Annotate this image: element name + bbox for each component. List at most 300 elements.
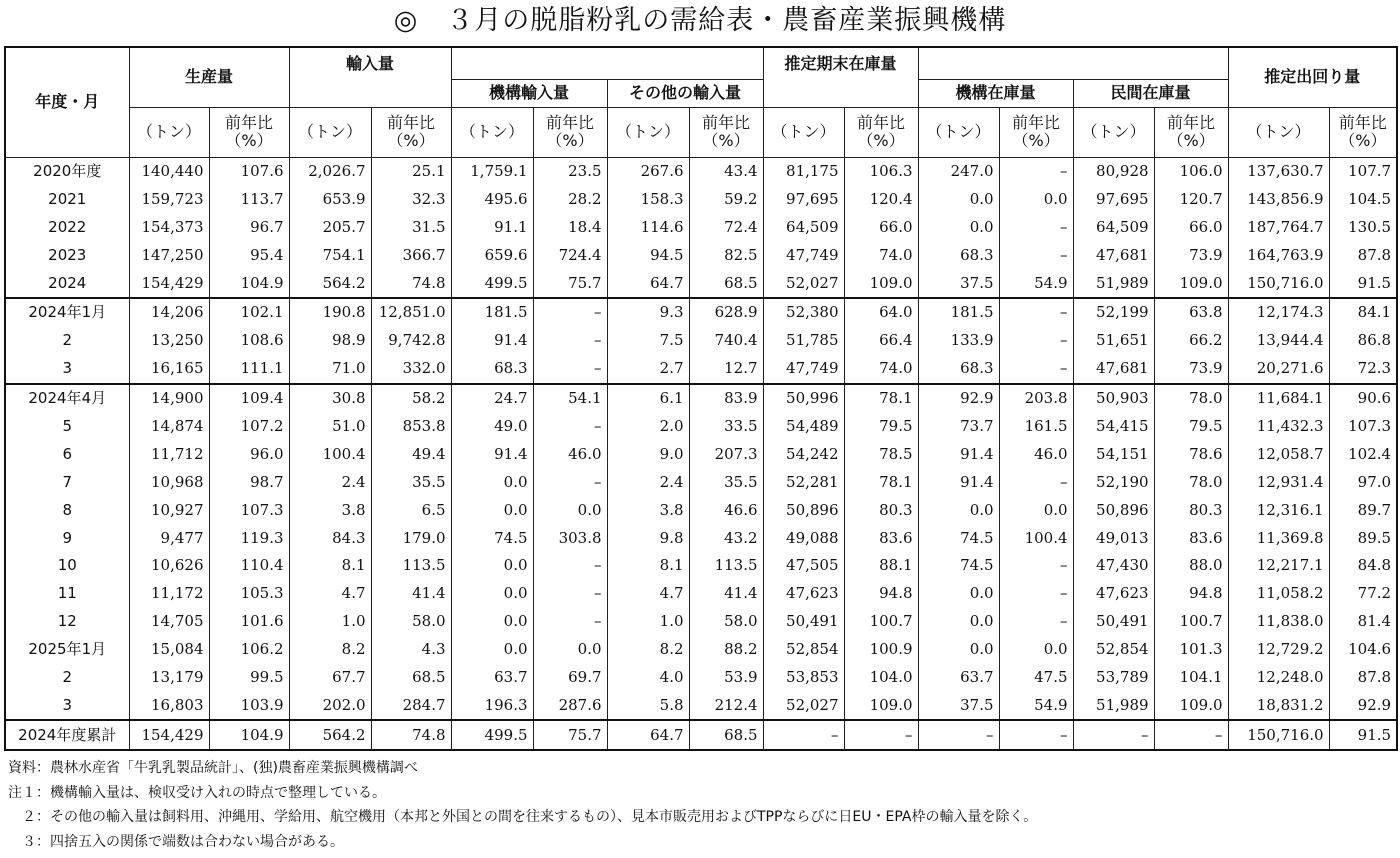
table-cell: 75.7 — [533, 269, 607, 298]
table-cell: 0.0 — [451, 496, 533, 524]
table-cell: 79.5 — [844, 413, 918, 441]
table-cell: 94.8 — [1154, 580, 1228, 608]
table-cell: 78.1 — [844, 384, 918, 413]
table-cell: – — [999, 355, 1073, 384]
table-cell: 89.7 — [1329, 496, 1397, 524]
table-cell: 107.3 — [1329, 413, 1397, 441]
table-cell: 205.7 — [289, 213, 371, 241]
table-cell: 43.4 — [689, 157, 763, 185]
unit-yoy-line2: （%） — [857, 131, 905, 150]
table-cell: 52,281 — [763, 468, 844, 496]
table-cell: 0.0 — [533, 636, 607, 664]
table-cell: 104.5 — [1329, 185, 1397, 213]
row-label: 2022 — [5, 213, 129, 241]
table-cell: 67.7 — [289, 664, 371, 692]
table-cell: 104.6 — [1329, 636, 1397, 664]
table-cell: 78.1 — [844, 468, 918, 496]
unit-yoy-line2: （%） — [1339, 131, 1387, 150]
table-cell: 91.1 — [451, 213, 533, 241]
table-cell: 9,742.8 — [371, 327, 451, 355]
table-row — [5, 552, 1397, 580]
table-cell: 35.5 — [371, 468, 451, 496]
table-cell: 140,440 — [129, 157, 209, 185]
table-cell: 74.0 — [844, 241, 918, 269]
table-cell: 207.3 — [689, 440, 763, 468]
table-cell: 13,944.4 — [1228, 327, 1329, 355]
table-cell: 64.0 — [844, 298, 918, 327]
row-label: 6 — [5, 440, 129, 468]
row-label: 2 — [5, 664, 129, 692]
table-cell: 154,429 — [129, 720, 209, 750]
row-label: 2024年度累計 — [5, 720, 129, 750]
table-cell: – — [1073, 720, 1154, 750]
table-cell: 83.6 — [844, 524, 918, 552]
table-cell: 499.5 — [451, 269, 533, 298]
table-cell: 52,027 — [763, 269, 844, 298]
table-cell: 120.4 — [844, 185, 918, 213]
row-label: 3 — [5, 355, 129, 384]
table-cell: 99.5 — [209, 664, 289, 692]
table-cell: – — [999, 552, 1073, 580]
table-cell: 106.3 — [844, 157, 918, 185]
table-cell: 35.5 — [689, 468, 763, 496]
table-cell: 103.9 — [209, 691, 289, 720]
table-cell: 53,853 — [763, 664, 844, 692]
table-cell: 181.5 — [451, 298, 533, 327]
table-cell: 92.9 — [1329, 691, 1397, 720]
table-cell: 2.4 — [607, 468, 689, 496]
table-cell: 11,369.8 — [1228, 524, 1329, 552]
row-label: 2025年1月 — [5, 636, 129, 664]
table-cell: 653.9 — [289, 185, 371, 213]
unit-yoy-header — [533, 107, 607, 157]
table-row — [5, 496, 1397, 524]
table-cell: 2.0 — [607, 413, 689, 441]
table-cell: 10,927 — [129, 496, 209, 524]
table-cell: 53,789 — [1073, 664, 1154, 692]
table-cell: – — [533, 552, 607, 580]
table-cell: 92.9 — [918, 384, 999, 413]
table-cell: 9.8 — [607, 524, 689, 552]
note-3: ３：四捨五入の関係で端数は合わない場合がある。 — [8, 833, 344, 850]
table-row — [5, 213, 1397, 241]
table-cell: 47,505 — [763, 552, 844, 580]
table-cell: 78.6 — [1154, 440, 1228, 468]
table-row — [5, 580, 1397, 608]
table-cell: – — [1154, 720, 1228, 750]
table-cell: 87.8 — [1329, 664, 1397, 692]
table-cell: 5.8 — [607, 691, 689, 720]
table-cell: 96.7 — [209, 213, 289, 241]
unit-yoy-header — [1154, 107, 1228, 157]
unit-yoy-line1: 前年比 — [1338, 113, 1387, 132]
table-cell: 89.5 — [1329, 524, 1397, 552]
unit-ton-header: （トン） — [289, 107, 371, 157]
table-cell: 84.8 — [1329, 552, 1397, 580]
table-cell: 11,432.3 — [1228, 413, 1329, 441]
table-cell: 284.7 — [371, 691, 451, 720]
table-cell: – — [533, 580, 607, 608]
table-cell: 659.6 — [451, 241, 533, 269]
table-cell: 20,271.6 — [1228, 355, 1329, 384]
table-cell: 3.8 — [289, 496, 371, 524]
table-cell: 143,856.9 — [1228, 185, 1329, 213]
table-cell: 0.0 — [999, 185, 1073, 213]
table-cell: 0.0 — [918, 496, 999, 524]
unit-yoy-line1: 前年比 — [387, 113, 436, 132]
table-cell: 100.4 — [999, 524, 1073, 552]
table-cell: 1.0 — [289, 608, 371, 636]
table-cell: 111.1 — [209, 355, 289, 384]
table-cell: 47.5 — [999, 664, 1073, 692]
table-cell: 54.1 — [533, 384, 607, 413]
table-cell: 106.0 — [1154, 157, 1228, 185]
row-label: 5 — [5, 413, 129, 441]
table-row — [5, 636, 1397, 664]
unit-yoy-line2: （%） — [546, 131, 594, 150]
table-cell: 51,989 — [1073, 269, 1154, 298]
table-cell: 9.3 — [607, 298, 689, 327]
table-cell: 104.9 — [209, 269, 289, 298]
table-cell: 2.7 — [607, 355, 689, 384]
table-header — [5, 47, 1397, 157]
table-cell: 109.0 — [1154, 269, 1228, 298]
table-cell: 11,712 — [129, 440, 209, 468]
unit-ton-header: （トン） — [129, 107, 209, 157]
table-cell: 68.5 — [689, 720, 763, 750]
table-cell: 853.8 — [371, 413, 451, 441]
table-cell: 0.0 — [451, 552, 533, 580]
table-cell: 8.2 — [289, 636, 371, 664]
table-cell: 46.0 — [533, 440, 607, 468]
table-cell: 63.7 — [918, 664, 999, 692]
table-cell: 9,477 — [129, 524, 209, 552]
table-cell: 49,013 — [1073, 524, 1154, 552]
table-cell: 499.5 — [451, 720, 533, 750]
table-cell: 30.8 — [289, 384, 371, 413]
table-cell: 52,190 — [1073, 468, 1154, 496]
row-label: 10 — [5, 552, 129, 580]
table-cell: 88.0 — [1154, 552, 1228, 580]
table-cell: 11,684.1 — [1228, 384, 1329, 413]
table-cell: 12,217.1 — [1228, 552, 1329, 580]
row-label: 7 — [5, 468, 129, 496]
table-cell: 100.9 — [844, 636, 918, 664]
table-cell: 12,248.0 — [1228, 664, 1329, 692]
table-cell: 23.5 — [533, 157, 607, 185]
table-cell: 66.0 — [844, 213, 918, 241]
table-cell: 9.0 — [607, 440, 689, 468]
table-cell: 16,803 — [129, 691, 209, 720]
table-cell: 41.4 — [689, 580, 763, 608]
header-imports: 輸入量 — [289, 47, 451, 79]
table-cell: 87.8 — [1329, 241, 1397, 269]
table-cell: 25.1 — [371, 157, 451, 185]
table-cell: 12,316.1 — [1228, 496, 1329, 524]
table-cell: 68.5 — [371, 664, 451, 692]
table-cell: 68.5 — [689, 269, 763, 298]
table-cell: 74.0 — [844, 355, 918, 384]
table-cell: 51,785 — [763, 327, 844, 355]
table-cell: 91.4 — [451, 440, 533, 468]
table-cell: 10,626 — [129, 552, 209, 580]
table-cell: 4.7 — [289, 580, 371, 608]
table-cell: 74.8 — [371, 269, 451, 298]
table-cell: 79.5 — [1154, 413, 1228, 441]
table-cell: – — [763, 720, 844, 750]
table-cell: 4.3 — [371, 636, 451, 664]
table-cell: 68.3 — [918, 241, 999, 269]
table-cell: 16,165 — [129, 355, 209, 384]
table-cell: 91.5 — [1329, 720, 1397, 750]
table-cell: 332.0 — [371, 355, 451, 384]
table-row — [5, 185, 1397, 213]
table-cell: 59.2 — [689, 185, 763, 213]
table-cell: 18.4 — [533, 213, 607, 241]
table-cell: 71.0 — [289, 355, 371, 384]
table-cell: 54,489 — [763, 413, 844, 441]
table-cell: 95.4 — [209, 241, 289, 269]
table-cell: 54,151 — [1073, 440, 1154, 468]
table-row — [5, 664, 1397, 692]
table-cell: 52,380 — [763, 298, 844, 327]
table-cell: 1.0 — [607, 608, 689, 636]
table-cell: 740.4 — [689, 327, 763, 355]
table-cell: 91.4 — [451, 327, 533, 355]
table-cell: 47,623 — [763, 580, 844, 608]
table-cell: 0.0 — [533, 496, 607, 524]
table-cell: 84.1 — [1329, 298, 1397, 327]
row-label: 3 — [5, 691, 129, 720]
table-cell: 86.8 — [1329, 327, 1397, 355]
table-cell: 130.5 — [1329, 213, 1397, 241]
table-cell: 77.2 — [1329, 580, 1397, 608]
table-row — [5, 355, 1397, 384]
table-cell: 84.3 — [289, 524, 371, 552]
table-cell: 8.2 — [607, 636, 689, 664]
table-cell: 0.0 — [918, 608, 999, 636]
table-cell: 100.7 — [844, 608, 918, 636]
table-cell: – — [999, 213, 1073, 241]
table-cell: 101.3 — [1154, 636, 1228, 664]
table-cell: 161.5 — [999, 413, 1073, 441]
table-cell: 69.7 — [533, 664, 607, 692]
table-cell: 11,838.0 — [1228, 608, 1329, 636]
table-cell: – — [999, 468, 1073, 496]
table-cell: 196.3 — [451, 691, 533, 720]
table-row — [5, 691, 1397, 720]
table-cell: 80.3 — [844, 496, 918, 524]
table-cell: 0.0 — [451, 636, 533, 664]
table-cell: 97,695 — [763, 185, 844, 213]
table-cell: 107.3 — [209, 496, 289, 524]
table-cell: 7.5 — [607, 327, 689, 355]
header-production: 生産量 — [129, 47, 289, 107]
table-cell: – — [533, 413, 607, 441]
unit-yoy-line1: 前年比 — [857, 113, 906, 132]
row-label: 11 — [5, 580, 129, 608]
table-cell: 1,759.1 — [451, 157, 533, 185]
table-cell: 102.4 — [1329, 440, 1397, 468]
table-cell: 58.0 — [371, 608, 451, 636]
table-cell: 0.0 — [918, 213, 999, 241]
unit-yoy-line1: 前年比 — [1167, 113, 1216, 132]
table-cell: 75.7 — [533, 720, 607, 750]
table-cell: 12,174.3 — [1228, 298, 1329, 327]
table-cell: 54,415 — [1073, 413, 1154, 441]
table-cell: 0.0 — [999, 496, 1073, 524]
table-cell: 91.4 — [918, 440, 999, 468]
table-cell: 14,206 — [129, 298, 209, 327]
table-cell: 43.2 — [689, 524, 763, 552]
row-label: 2024 — [5, 269, 129, 298]
table-cell: 105.3 — [209, 580, 289, 608]
table-cell: 3.8 — [607, 496, 689, 524]
row-label: 2 — [5, 327, 129, 355]
table-cell: 2,026.7 — [289, 157, 371, 185]
table-cell: 74.5 — [918, 552, 999, 580]
unit-yoy-header — [689, 107, 763, 157]
row-label: 2023 — [5, 241, 129, 269]
table-cell: 64,509 — [763, 213, 844, 241]
supply-demand-table — [4, 46, 1398, 751]
table-row — [5, 440, 1397, 468]
table-cell: 8.1 — [607, 552, 689, 580]
unit-yoy-header — [1329, 107, 1397, 157]
unit-ton-header: （トン） — [607, 107, 689, 157]
table-cell: 13,179 — [129, 664, 209, 692]
table-row — [5, 269, 1397, 298]
table-cell: 98.7 — [209, 468, 289, 496]
table-cell: – — [533, 355, 607, 384]
table-cell: 97,695 — [1073, 185, 1154, 213]
table-cell: 181.5 — [918, 298, 999, 327]
table-cell: 94.5 — [607, 241, 689, 269]
table-cell: 109.0 — [844, 269, 918, 298]
table-cell: 68.3 — [451, 355, 533, 384]
table-cell: 66.0 — [1154, 213, 1228, 241]
table-cell: 82.5 — [689, 241, 763, 269]
header-agency-stock: 機構在庫量 — [918, 79, 1073, 107]
unit-ton-header: （トン） — [1073, 107, 1154, 157]
table-cell: 88.2 — [689, 636, 763, 664]
table-cell: 104.9 — [209, 720, 289, 750]
table-cell: 0.0 — [451, 468, 533, 496]
table-cell: 159,723 — [129, 185, 209, 213]
table-cell: – — [999, 580, 1073, 608]
table-cell: 110.4 — [209, 552, 289, 580]
table-cell: 73.9 — [1154, 241, 1228, 269]
table-cell: 158.3 — [607, 185, 689, 213]
table-cell: 37.5 — [918, 269, 999, 298]
header-shipments: 推定出回り量 — [1228, 47, 1397, 107]
table-cell: 37.5 — [918, 691, 999, 720]
table-cell: 74.5 — [451, 524, 533, 552]
table-cell: 0.0 — [918, 636, 999, 664]
table-cell: 11,058.2 — [1228, 580, 1329, 608]
table-cell: 12,058.7 — [1228, 440, 1329, 468]
table-cell: 18,831.2 — [1228, 691, 1329, 720]
table-cell: 107.7 — [1329, 157, 1397, 185]
unit-yoy-line2: （%） — [225, 131, 273, 150]
table-cell: 366.7 — [371, 241, 451, 269]
table-cell: – — [533, 298, 607, 327]
unit-yoy-line2: （%） — [702, 131, 750, 150]
table-cell: 53.9 — [689, 664, 763, 692]
table-cell: – — [999, 157, 1073, 185]
table-cell: 11,172 — [129, 580, 209, 608]
table-cell: 0.0 — [451, 580, 533, 608]
table-cell: 96.0 — [209, 440, 289, 468]
table-cell: 47,749 — [763, 241, 844, 269]
table-cell: 50,896 — [1073, 496, 1154, 524]
unit-yoy-line1: 前年比 — [702, 113, 751, 132]
table-cell: 32.3 — [371, 185, 451, 213]
table-cell: 10,968 — [129, 468, 209, 496]
table-cell: – — [999, 720, 1073, 750]
table-cell: 94.8 — [844, 580, 918, 608]
table-cell: 628.9 — [689, 298, 763, 327]
table-cell: 49.0 — [451, 413, 533, 441]
table-cell: 120.7 — [1154, 185, 1228, 213]
table-cell: 754.1 — [289, 241, 371, 269]
table-cell: 303.8 — [533, 524, 607, 552]
table-cell: 49.4 — [371, 440, 451, 468]
table-cell: 51,651 — [1073, 327, 1154, 355]
table-cell: 101.6 — [209, 608, 289, 636]
table-cell: 724.4 — [533, 241, 607, 269]
table-cell: 107.6 — [209, 157, 289, 185]
table-cell: 33.5 — [689, 413, 763, 441]
table-cell: 4.0 — [607, 664, 689, 692]
table-cell: 83.9 — [689, 384, 763, 413]
table-cell: 46.0 — [999, 440, 1073, 468]
table-cell: 41.4 — [371, 580, 451, 608]
table-cell: 81.4 — [1329, 608, 1397, 636]
table-cell: 100.4 — [289, 440, 371, 468]
table-cell: 73.9 — [1154, 355, 1228, 384]
row-label: 2024年4月 — [5, 384, 129, 413]
table-cell: – — [918, 720, 999, 750]
table-cell: 88.1 — [844, 552, 918, 580]
row-label: 12 — [5, 608, 129, 636]
table-cell: 564.2 — [289, 720, 371, 750]
table-cell: 187,764.7 — [1228, 213, 1329, 241]
table-cell: 12,931.4 — [1228, 468, 1329, 496]
table-cell: 179.0 — [371, 524, 451, 552]
table-cell: 104.1 — [1154, 664, 1228, 692]
table-cell: 72.3 — [1329, 355, 1397, 384]
table-cell: 90.6 — [1329, 384, 1397, 413]
table-cell: 0.0 — [451, 608, 533, 636]
row-label: 9 — [5, 524, 129, 552]
table-cell: 13,250 — [129, 327, 209, 355]
table-cell: 190.8 — [289, 298, 371, 327]
table-cell: 91.4 — [918, 468, 999, 496]
table-cell: 0.0 — [999, 636, 1073, 664]
header-ending-stock: 推定期末在庫量 — [763, 47, 918, 79]
table-cell: 66.4 — [844, 327, 918, 355]
note-1: 注１：機構輸入量は、検収受け入れの時点で整理している。 — [8, 784, 386, 801]
table-cell: 14,900 — [129, 384, 209, 413]
table-cell: 51.0 — [289, 413, 371, 441]
table-cell: 150,716.0 — [1228, 720, 1329, 750]
table-cell: 202.0 — [289, 691, 371, 720]
table-cell: 47,430 — [1073, 552, 1154, 580]
table-cell: 100.7 — [1154, 608, 1228, 636]
table-cell: 6.5 — [371, 496, 451, 524]
table-cell: 81,175 — [763, 157, 844, 185]
